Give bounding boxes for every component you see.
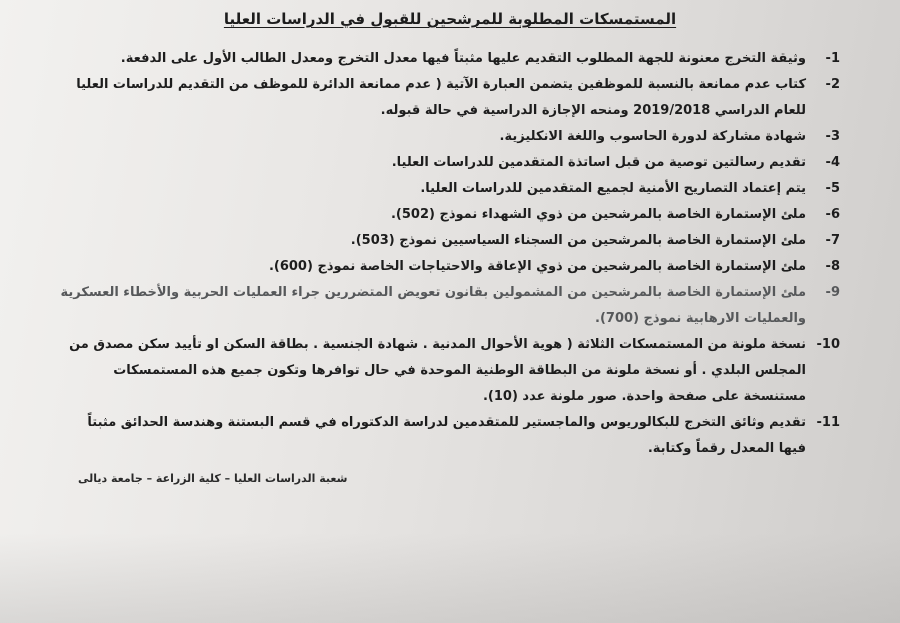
item-number: 10- — [816, 337, 840, 352]
document-footer: شعبة الدراسات العليا – كلية الزراعة – جامعة ديالى — [78, 472, 348, 485]
requirement-item — [60, 72, 840, 124]
item-number: 7- — [825, 233, 840, 248]
item-text: ملئ الإستمارة الخاصة بالمرشحين من السجناء السياسيين نموذج (503). — [350, 233, 806, 248]
item-number: 3- — [825, 129, 840, 144]
requirements-list — [60, 46, 840, 462]
requirement-item — [60, 228, 840, 254]
requirement-item — [60, 254, 840, 280]
item-number: 9- — [825, 285, 840, 300]
item-text: وثيقة التخرج معنونة للجهة المطلوب التقديم عليها مثبتاً فيها معدل التخرج ومعدل الطالب الأول على الدفعة. — [120, 51, 806, 66]
item-text: نسخة ملونة من المستمسكات الثلاثة ( هوية الأحوال المدنية . شهادة الجنسية . بطاقة السكن او تأييد سكن مصدق من المجلس البلدي . أو نسخة ملونة من البطاقة الوطنية الموحدة في حال توافرها وتكون جميع هذه المستمسكات مستنسخة على صفحة واحدة. صور ملونة عدد (10). — [69, 337, 806, 404]
item-number: 11- — [816, 415, 840, 430]
item-text: ملئ الإستمارة الخاصة بالمرشحين من ذوي الإعاقة والاحتياجات الخاصة نموذج (600). — [268, 259, 806, 274]
requirement-item — [60, 150, 840, 176]
item-number: 1- — [825, 51, 840, 66]
item-number: 2- — [825, 77, 840, 92]
item-text: كتاب عدم ممانعة بالنسبة للموظفين يتضمن العبارة الآتية ( عدم ممانعة الدائرة للموظف من التقديم للدراسات العليا للعام الدراسي 2019/2018 ومنحه الإجازة الدراسية في حالة قبوله. — [76, 77, 806, 118]
item-text: تقديم وثائق التخرج للبكالوريوس والماجستير للمتقدمين لدراسة الدكتوراه في قسم البستنة وهندسة الحدائق مثبتاً فيها المعدل رقماً وكتابة. — [87, 415, 806, 456]
requirement-item — [60, 124, 840, 150]
item-number: 4- — [825, 155, 840, 170]
requirement-item — [60, 410, 840, 462]
item-text: ملئ الإستمارة الخاصة بالمرشحين من المشمولين بقانون تعويض المتضررين جراء العمليات الحربية والأخطاء العسكرية والعمليات الارهابية نموذج (700). — [60, 285, 806, 326]
item-number: 5- — [825, 181, 840, 196]
item-text: شهادة مشاركة لدورة الحاسوب واللغة الانكليزية. — [499, 129, 806, 144]
document-body — [60, 6, 840, 485]
requirement-item — [60, 332, 840, 410]
item-number: 8- — [825, 259, 840, 274]
item-text: ملئ الإستمارة الخاصة بالمرشحين من ذوي الشهداء نموذج (502). — [390, 207, 806, 222]
paper-shadow — [0, 533, 900, 623]
requirement-item — [60, 280, 840, 332]
item-text: يتم إعتماد التصاريح الأمنية لجميع المتقدمين للدراسات العليا. — [420, 181, 806, 196]
document-title: المستمسكات المطلوبة للمرشحين للقبول في الدراسات العليا — [223, 10, 677, 28]
item-number: 6- — [825, 207, 840, 222]
item-text: تقديم رسالتين توصية من قبل اساتذة المتقدمين للدراسات العليا. — [391, 155, 806, 170]
requirement-item — [60, 176, 840, 202]
requirement-item — [60, 46, 840, 72]
requirement-item — [60, 202, 840, 228]
